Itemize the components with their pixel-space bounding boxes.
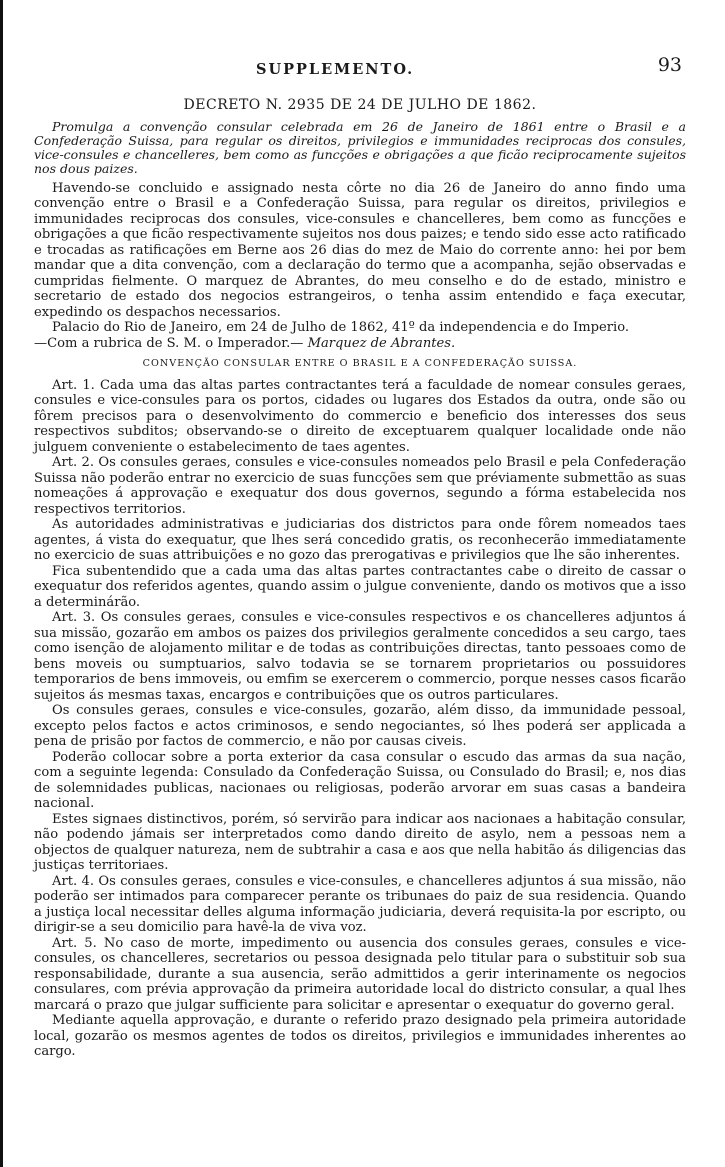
decree-summary: Promulga a convenção consular celebrada em 26 de Janeiro de 1861 entre o Brasil e a Confederação Suissa, para regular os direitos, privilegios e immunidades reciprocas dos consules, vice-consules e chancelleres, bem como as funcções e obrigações a que ficão reciprocamente sujeitos nos dous paizes. bbox=[34, 118, 686, 177]
running-head bbox=[34, 54, 686, 88]
minister-signature: Marquez de Abrantes. bbox=[307, 335, 456, 351]
closing-paragraph: Palacio do Rio de Janeiro, em 24 de Julho de 1862, 41º da independencia e do Imperio. bbox=[52, 320, 630, 336]
section-title: SUPPLEMENTO. bbox=[256, 61, 415, 78]
rubric-text: —Com a rubrica de S. M. o Imperador.— bbox=[34, 335, 304, 351]
article-paragraph: As autoridades administrativas e judiciarias dos districtos para onde fôrem nomeados taes agentes, á vista do exequatur, que lhes será concedido gratis, os reconhecerão immediatamente no exercicio de suas attribuições e no gozo das prerogativas e privilegios que lhe são inherentes. bbox=[34, 517, 686, 564]
article-paragraph: Art. 1. Cada uma das altas partes contractantes terá a faculdade de nomear consules geraes, consules e vice-consules para os portos, cidades ou lugares dos Estados da outra, onde são ou fôrem precisos para o desenvolvimento do commercio e beneficio dos interesses dos seus respectivos subditos; observando-se o direito de exceptuarem qualquer localidade onde não julguem conveniente o estabelecimento de taes agentes. bbox=[34, 377, 686, 455]
page-number: 93 bbox=[657, 54, 682, 76]
article-paragraph: Art. 4. Os consules geraes, consules e vice-consules, e chancelleres adjuntos á sua missão, não poderão ser intimados para comparecer perante os tribunaes do paiz de sua residencia. Quando a justiça local necessitar delles alguma informação judiciaria, deverá requisita-la por escripto, ou dirigir-se a seu domicilio para havê-la de viva voz. bbox=[34, 873, 686, 936]
convention-title: CONVENÇÃO CONSULAR ENTRE O BRASIL E A CONFEDERAÇÃO SUISSA. bbox=[142, 358, 578, 370]
article-paragraph: Art. 3. Os consules geraes, consules e vice-consules respectivos e os chancelleres adjuntos á sua missão, gozarão em ambos os paizes dos privilegios geralmente concedidos a seu cargo, taes como isenção de alojamento militar e de todas as contribuições directas, tanto pessoaes como de bens moveis ou sumptuarios, salvo todavia se se tornarem proprietarios ou possuidores temporarios de bens immoveis, ou emfim se exercerem o commercio, porque nesses casos ficarão sujeitos ás mesmas taxas, encargos e contribuições que os outros particulares. bbox=[34, 610, 686, 703]
scan-edge bbox=[0, 0, 3, 1167]
document-page bbox=[34, 54, 686, 1060]
article-paragraph: Os consules geraes, consules e vice-consules, gozarão, além disso, da immunidade pessoal, excepto pelos factos e actos criminosos, e sendo negociantes, só lhes poderá ser applicada a pena de prisão por factos de commercio, e não por causas civeis. bbox=[34, 703, 686, 750]
article-paragraph: Fica subentendido que a cada uma das altas partes contractantes cabe o direito de cassar o exequatur dos referidos agentes, quando assim o julgue conveniente, dando os motivos que a isso a determinárão. bbox=[34, 563, 686, 610]
article-paragraph: Estes signaes distinctivos, porém, só servirão para indicar aos nacionaes a habitação consular, não podendo jámais ser interpretados como dando direito de asylo, nem a pessoas nem a objectos de qualquer natureza, nem de subtrahir a casa e aos que nella habitão ás diligencias das justiças territoriaes. bbox=[34, 811, 686, 874]
preamble-paragraph: Havendo-se concluido e assignado nesta côrte no dia 26 de Janeiro do anno findo uma convenção entre o Brasil e a Confederação Suissa, para regular os direitos, privilegios e immunidades reciprocas dos consules, vice-consules e chancelleres, bem como as funcções e obrigações a que ficão respectivamente sujeitos nos dous paizes; e tendo sido esse acto ratificado e trocadas as ratificações em Berne aos 26 dias do mez de Maio do corrente anno: hei por bem mandar que a dita convenção, com a declaração do termo que a acompanha, sejão observadas e cumpridas fielmente. O marquez de Abrantes, do meu conselho e do de estado, ministro e secretario de estado dos negocios estrangeiros, o tenha assim entendido e faça executar, expedindo os despachos necessarios. bbox=[34, 180, 686, 320]
article-paragraph: Poderão collocar sobre a porta exterior da casa consular o escudo das armas da sua nação, com a seguinte legenda: Consulado da Confederação Suissa, ou Consulado do Brasil; e, nos dias de solemnidades publicas, nacionaes ou religiosas, poderão arvorar em suas casas a bandeira nacional. bbox=[34, 749, 686, 812]
decree-title: DECRETO N. 2935 DE 24 DE JULHO DE 1862. bbox=[183, 97, 537, 113]
article-paragraph: Art. 5. No caso de morte, impedimento ou ausencia dos consules geraes, consules e vice-consules, os chancelleres, secretarios ou pessoa designada pelo titular para o substituir sob sua responsabilidade, durante a sua ausencia, serão admittidos a gerir interinamente os negocios consulares, com prévia approvação da primeira autoridade local do districto consular, a qual lhes marcará o prazo que julgar sufficiente para solicitar e apresentar o exequatur do governo geral. bbox=[34, 935, 686, 1013]
article-paragraph: Mediante aquella approvação, e durante o referido prazo designado pela primeira autoridade local, gozarão os mesmos agentes de todos os direitos, privilegios e immunidades inherentes ao cargo. bbox=[34, 1013, 686, 1060]
signature-line bbox=[34, 336, 686, 352]
article-paragraph: Art. 2. Os consules geraes, consules e vice-consules nomeados pelo Brasil e pela Confederação Suissa não poderão entrar no exercicio de suas funcções sem que préviamente submettão as suas nomeações á approvação e exequatur dos dous governos, segundo a fórma estabelecida nos respectivos territorios. bbox=[34, 455, 686, 517]
